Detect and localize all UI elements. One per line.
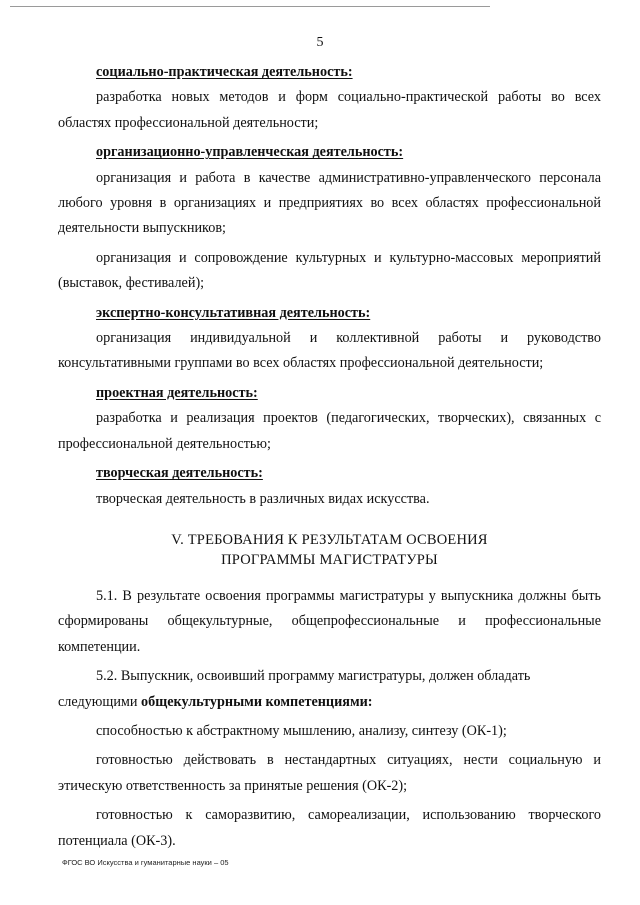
document-page [58, 60, 601, 854]
paragraph-social-practical: разработка новых методов и форм социально-практической работы во всех областях профессиональной деятельности; [58, 89, 601, 131]
competence-ok-3: готовностью к саморазвитию, самореализации, использованию творческого потенциала (ОК-3). [58, 807, 601, 849]
paragraph-expert: организация индивидуальной и коллективной работы и руководство консультативными группами во всех областях профессиональной деятельности; [58, 330, 601, 372]
heading-project: проектная деятельность: [96, 384, 258, 401]
paragraph-organizational-1: организация и работа в качестве административно-управленческого персонала любого уровня в организациях и предприятиях во всех областях профессиональной деятельности выпускников; [58, 169, 601, 237]
paragraph-5-2-plain: следующими [58, 693, 142, 710]
section-title [58, 530, 601, 570]
paragraph-5-2: 5.2. Выпускник, освоивший программу магистратуры, должен обладать [96, 668, 531, 685]
paragraph-5-2-continued [58, 690, 601, 715]
competence-ok-2: готовностью действовать в нестандартных ситуациях, нести социальную и этическую ответственность за принятые решения (ОК-2); [58, 752, 601, 794]
heading-social-practical: социально-практическая деятельность: [96, 64, 353, 80]
heading-organizational: организационно-управленческая деятельность: [96, 144, 404, 161]
footer-text: ФГОС ВО Искусства и гуманитарные науки – 05 [62, 858, 229, 867]
heading-creative: творческая деятельность: [96, 465, 263, 482]
paragraph-project: разработка и реализация проектов (педагогических, творческих), связанных с профессиональной деятельностью; [58, 410, 601, 452]
top-rule [10, 6, 490, 7]
paragraph-5-1: 5.1. В результате освоения программы магистратуры у выпускника должны быть сформированы общекультурные, общепрофессиональные и профессиональные компетенции. [58, 587, 601, 655]
section-title-line-2: ПРОГРАММЫ МАГИСТРАТУРЫ [221, 551, 438, 568]
heading-expert: экспертно-консультативная деятельность: [96, 304, 371, 321]
section-title-line-1: V. ТРЕБОВАНИЯ К РЕЗУЛЬТАТАМ ОСВОЕНИЯ [171, 531, 488, 548]
paragraph-creative: творческая деятельность в различных видах искусства. [96, 490, 430, 507]
competence-ok-1: способностью к абстрактному мышлению, анализу, синтезу (ОК-1); [96, 722, 507, 739]
page-number: 5 [316, 35, 324, 50]
paragraph-5-2-bold: общекультурными компетенциями: [141, 693, 373, 710]
paragraph-organizational-2: организация и сопровождение культурных и культурно-массовых мероприятий (выставок, фестивалей); [58, 249, 601, 292]
